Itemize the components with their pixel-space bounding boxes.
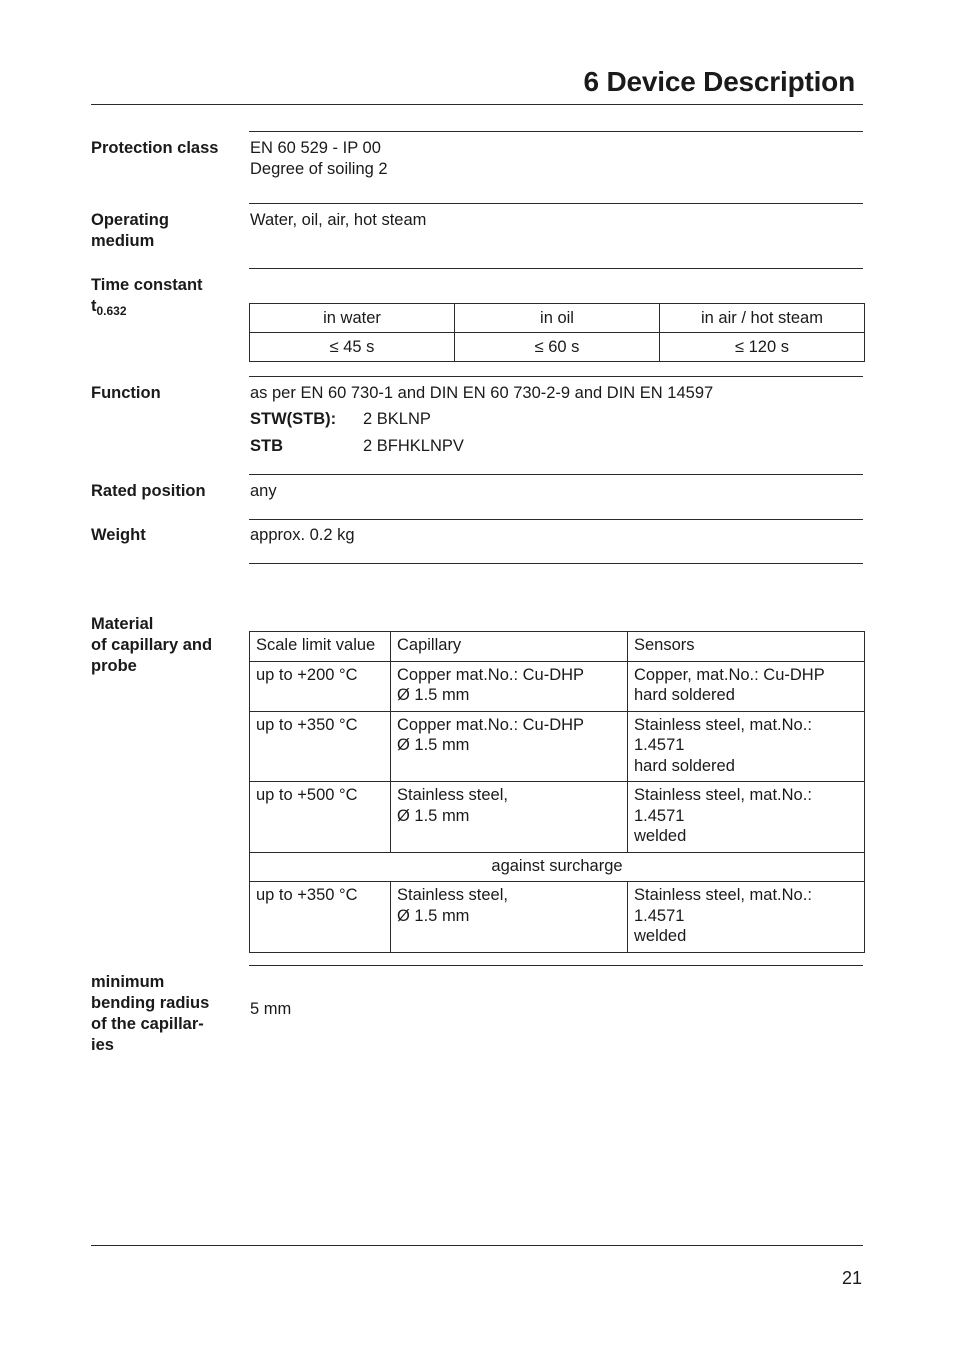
section-divider [249,965,863,966]
cell-line: Stainless steel, mat.No.: [634,715,812,734]
section-divider [249,563,863,564]
cell-line: Ø 1.5 mm [397,736,470,754]
capillary-cell [391,661,628,711]
label-line: minimum [91,973,165,991]
operating-medium-value: Water, oil, air, hot steam [250,211,427,229]
header-cell: in water [250,304,455,333]
table-row [250,333,865,362]
weight-label: Weight [91,526,146,544]
section-divider [249,376,863,377]
cell-line: Stainless steel, [397,786,508,804]
sensors-cell [628,661,865,711]
capillary-cell [391,882,628,953]
operating-medium-label [91,210,241,252]
protection-class-value [250,138,388,180]
cell-line: welded [634,827,687,845]
sensors-cell [628,782,865,853]
sensors-cell [628,882,865,953]
scale-cell: up to +350 °C [250,882,391,953]
function-label: Function [91,384,161,402]
header-cell: Capillary [391,632,628,662]
bending-radius-value: 5 mm [250,1000,292,1018]
header-cell: in oil [455,304,660,333]
time-constant-table [249,303,865,362]
cell-line: hard soldered [634,756,735,775]
function-value: 2 BFHKLNPV [363,437,464,455]
table-row [250,711,865,782]
protection-class-label: Protection class [91,139,219,157]
header-rule [91,104,863,105]
protection-line: EN 60 529 - IP 00 [250,139,381,157]
function-key: STB [250,437,283,455]
label-line: probe [91,657,137,675]
function-value: 2 BKLNP [363,410,431,428]
material-label [91,614,241,677]
label-line: Operating [91,211,169,229]
section-divider [249,474,863,475]
section-label-cell: against surcharge [250,852,865,882]
label-line: ies [91,1036,114,1054]
capillary-cell [391,711,628,782]
label-line: Material [91,615,154,633]
header-cell: Sensors [628,632,865,662]
table-section-row [250,852,865,882]
label-line [91,296,241,322]
material-table [249,631,865,953]
table-cell: ≤ 60 s [455,333,660,362]
cell-line: Ø 1.5 mm [397,906,470,925]
label-line: of the capillar- [91,1015,204,1033]
label-line: medium [91,232,155,250]
table-row [250,632,865,662]
label-line: bending radius [91,994,210,1012]
page-number: 21 [841,1268,862,1288]
header-cell: in air / hot steam [660,304,865,333]
scale-cell: up to +350 °C [250,711,391,782]
function-text: as per EN 60 730-1 and DIN EN 60 730-2-9 and DIN EN 14597 [250,384,714,402]
cell-line: 1.4571 [634,906,685,925]
time-constant-subscript: 0.632 [96,304,127,318]
cell-line: hard soldered [634,686,735,704]
time-constant-symbol: t [91,297,97,315]
header-cell: Scale limit value [250,632,391,662]
label-line: Time constant [91,276,203,294]
rated-position-value: any [250,482,277,500]
scale-cell: up to +200 °C [250,661,391,711]
sensors-cell [628,711,865,782]
cell-line: Stainless steel, [397,886,508,904]
section-divider [249,519,863,520]
bending-radius-label [91,972,241,1056]
table-cell: ≤ 45 s [250,333,455,362]
scale-cell: up to +500 °C [250,782,391,853]
table-row [250,661,865,711]
table-cell: ≤ 120 s [660,333,865,362]
cell-line: welded [634,927,687,945]
time-constant-label [91,275,241,322]
cell-line: Ø 1.5 mm [397,686,470,704]
capillary-cell [391,782,628,853]
table-row [250,882,865,953]
cell-line: Stainless steel, mat.No.: [634,786,812,804]
cell-line: Ø 1.5 mm [397,806,470,825]
page-title: 6 Device Description [583,66,855,97]
function-row [250,410,431,429]
cell-line: Copper mat.No.: Cu-DHP [397,665,585,684]
function-row [250,437,464,456]
cell-line: Copper, mat.No.: Cu-DHP [634,665,825,684]
section-divider [249,203,863,204]
section-divider [249,268,863,269]
label-line: of capillary and [91,636,213,654]
weight-value: approx. 0.2 kg [250,526,355,544]
rated-position-label: Rated position [91,482,206,500]
function-key: STW(STB): [250,410,337,428]
protection-line: Degree of soiling 2 [250,160,388,178]
table-row [250,782,865,853]
footer-rule [91,1245,863,1246]
cell-line: Stainless steel, mat.No.: [634,886,812,904]
cell-line: Copper mat.No.: Cu-DHP [397,715,585,734]
table-row [250,304,865,333]
cell-line: 1.4571 [634,806,685,825]
cell-line: 1.4571 [634,736,685,754]
section-divider [249,131,863,132]
